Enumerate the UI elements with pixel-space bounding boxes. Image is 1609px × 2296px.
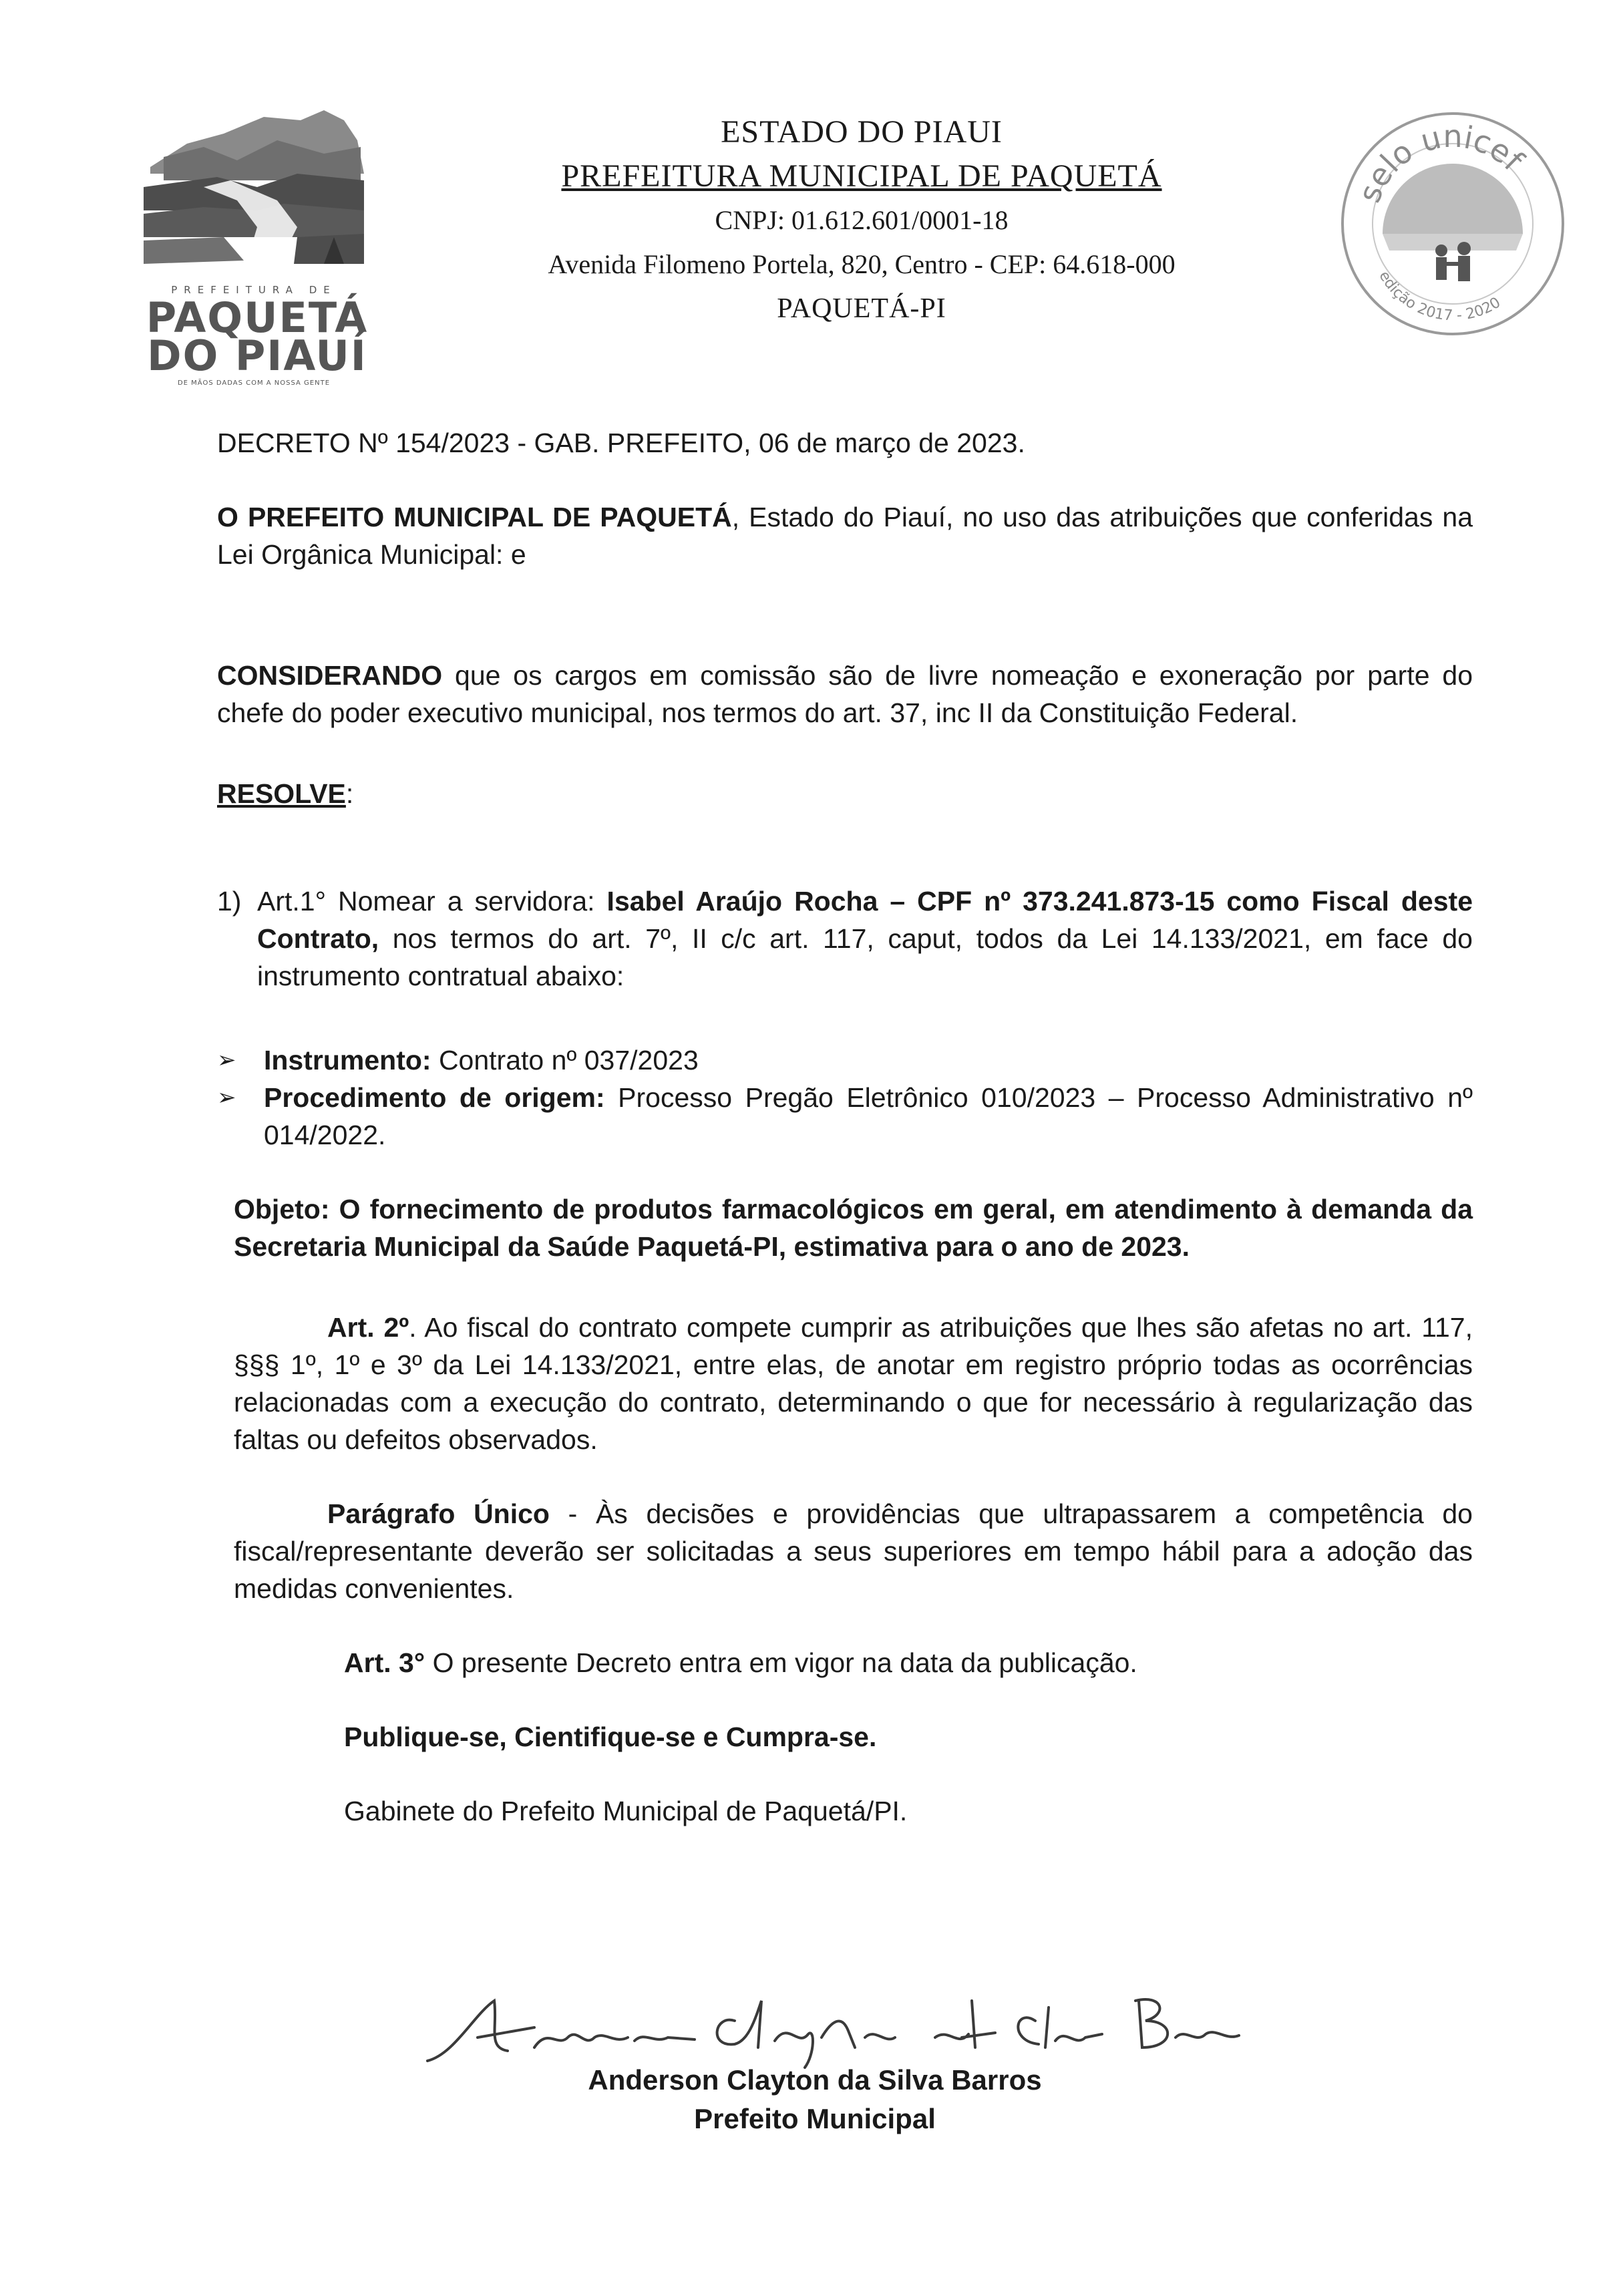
resolve-heading [217, 775, 1473, 812]
bullet-text: Processo Pregão Eletrônico 010/2023 – Processo Administrativo nº 014/2022. [264, 1082, 1473, 1150]
gabinete-line: Gabinete do Prefeito Municipal de Paquetá/PI. [344, 1796, 908, 1826]
signer-block [548, 2061, 1082, 2138]
list-item [217, 1041, 1473, 1079]
bullet-label: Instrumento: [264, 1045, 431, 1076]
mountain-landscape-icon [124, 94, 384, 294]
paragrafo-unico [217, 1495, 1473, 1607]
article-2-text: . Ao fiscal do contrato compete cumprir as atribuições que lhes são afetas no art. 117, §§§ 1º, 1º e 3º da Lei 14.133/2021, entre elas, de anotar em registro próprio todas as ocorrências relacionadas com a execução do contrato, determinando o que for necessário à regularização das faltas ou defeitos observados. [234, 1312, 1473, 1455]
arrow-bullet-icon: ➢ [217, 1047, 236, 1073]
decree-body [217, 414, 1473, 1830]
article-1-text [257, 882, 1473, 995]
objeto-label: Objeto: [234, 1194, 330, 1224]
paragrafo-text: - Às decisões e providências que ultrapassarem a competência do fiscal/representante deverão ser solicitadas a seus superiores em tempo hábil para a adoção das medidas convenientes. [234, 1498, 1473, 1604]
list-item [217, 1079, 1473, 1154]
article-1-number: 1) [217, 886, 242, 917]
signer-role: Prefeito Municipal [694, 2103, 936, 2134]
unicef-seal-icon [1336, 107, 1570, 341]
objeto-text: O fornecimento de produtos farmacológicos em geral, em atendimento à demanda da Secretaria Municipal da Saúde Paquetá-PI, estimativa para o ano de 2023. [234, 1194, 1473, 1262]
city: PAQUETÁ-PI [777, 293, 946, 324]
article-3 [217, 1644, 1473, 1681]
considerando-text: que os cargos em comissão são de livre nomeação e exoneração por parte do chefe do poder executivo municipal, nos termos do art. 37, inc II da Constituição Federal. [217, 660, 1473, 728]
bullet-text: Contrato nº 037/2023 [431, 1045, 699, 1076]
address: Avenida Filomeno Portela, 820, Centro - CEP: 64.618-000 [548, 249, 1176, 279]
municipality-logo [124, 94, 384, 387]
cnpj: CNPJ: 01.612.601/0001-18 [715, 205, 1009, 235]
svg-text:selo unicef: selo unicef [1351, 118, 1531, 208]
state-name: ESTADO DO PIAUI [721, 114, 1003, 150]
intro-paragraph [217, 498, 1473, 573]
decree-title: DECRETO Nº 154/2023 - GAB. PREFEITO, 06 de março de 2023. [217, 428, 1025, 458]
arrow-bullet-icon: ➢ [217, 1085, 236, 1110]
article-1-bold: Isabel Araújo Rocha – CPF nº 373.241.873-15 como Fiscal deste Contrato, [257, 886, 1473, 954]
paragrafo-label: Parágrafo Único [327, 1498, 550, 1529]
prefeitura-name: PREFEITURA MUNICIPAL DE PAQUETÁ [561, 158, 1162, 194]
considerando-paragraph [217, 657, 1473, 731]
article-1-lead: Art.1° Nomear a servidora: [257, 886, 607, 917]
svg-text:edição 2017 - 2020: edição 2017 - 2020 [1375, 268, 1504, 325]
considerando-bold: CONSIDERANDO [217, 660, 443, 691]
intro-text: , Estado do Piauí, no uso das atribuições que conferidas na Lei Orgânica Municipal: e [217, 502, 1473, 570]
article-3-label: Art. 3° [344, 1647, 425, 1678]
instrument-list [217, 1041, 1473, 1154]
article-2 [217, 1309, 1473, 1458]
logo-name-line2: DO PIAUÍ [147, 331, 367, 380]
intro-bold: O PREFEITO MUNICIPAL DE PAQUETÁ [217, 502, 732, 532]
logo-slogan: DE MÃOS DADAS COM A NOSSA GENTE [177, 379, 331, 387]
resolve-label: RESOLVE [217, 778, 346, 809]
bullet-label: Procedimento de origem: [264, 1082, 605, 1113]
publique-line: Publique-se, Cientifique-se e Cumpra-se. [344, 1721, 877, 1752]
objeto-paragraph [217, 1190, 1473, 1265]
logo-name-line1: PAQUETÁ [146, 293, 369, 342]
signer-name: Anderson Clayton da Silva Barros [588, 2064, 1042, 2096]
article-3-text: O presente Decreto entra em vigor na data da publicação. [425, 1647, 1137, 1678]
article-1 [217, 882, 1473, 995]
logo-prefeitura-de: PREFEITURA DE [171, 284, 337, 296]
article-1-rest: nos termos do art. 7º, II c/c art. 117, caput, todos da Lei 14.133/2021, em face do instrumento contratual abaixo: [257, 923, 1473, 991]
article-2-label: Art. 2º [327, 1312, 409, 1343]
letterhead [401, 110, 1322, 331]
resolve-colon: : [345, 778, 354, 809]
